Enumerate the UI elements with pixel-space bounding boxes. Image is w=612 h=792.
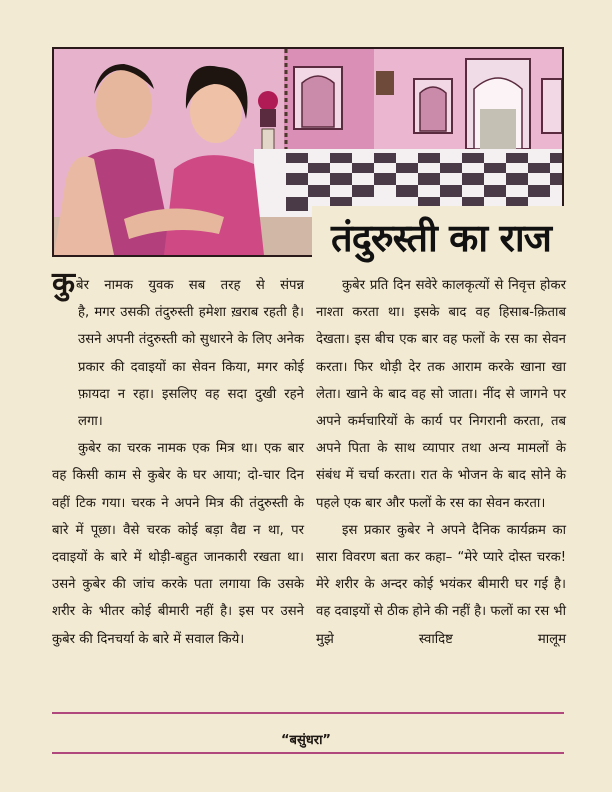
footer-rule-bottom xyxy=(52,752,564,754)
left-paragraph-2: कुबेर का चरक नामक एक मित्र था। एक बार वह किसी काम से कुबेर के घर आया; दो-चार दिन वहीं टिक गया। चरक ने अपने मित्र की तंदुरुस्ती के बारे में पूछा। वैसे चरक कोई बड़ा वैद्य न था, पर दवाइयों के बारे में थोड़ी-बहुत जानकारी रखता था। उसने कुबेर की जांच करके पता लगाया कि उसके शरीर के भीतर कोई बीमारी नहीं है। इस पर उसने कुबेर की दिनचर्या के बारे में सवाल किये। xyxy=(52,441,304,647)
left-paragraph-1-line1: बेर नामक युवक सब तरह से संपन्न xyxy=(76,278,304,293)
drop-cap: कु xyxy=(52,266,76,301)
left-column xyxy=(52,266,304,653)
footer-rule-top xyxy=(52,712,564,714)
story-title: तंदुरुस्ती का राज xyxy=(331,216,551,260)
right-column xyxy=(316,272,566,653)
title-box xyxy=(312,206,570,268)
right-paragraph-2: इस प्रकार कुबेर ने अपने दैनिक कार्यक्रम का सारा विवरण बता कर कहा– “मेरे प्यारे दोस्त चरक! मेरे शरीर के अन्दर कोई भयंकर बीमारी घर गई है। वह दवाइयों से ठीक होने की नहीं है। फलों का रस भी मुझे स्वादिष्ट मालूम xyxy=(316,522,566,647)
left-paragraph-1 xyxy=(52,266,304,301)
right-paragraph-1: कुबेर प्रति दिन सवेरे कालकृत्यों से निवृत्त होकर नाश्ता करता था। इसके बाद वह हिसाब-क़िताब देखता। इस बीच एक बार वह फलों के रस का सेवन करता। फिर थोड़ी देर तक आराम करके खाना खा लेता। खाने के बाद वह सो जाता। नींद से जागने पर अपने कर्मचारियों के कार्य पर निगरानी करता, तब अपने पिता के साथ व्यापार तथा अन्य मामलों के संबंध में चर्चा करता। रात के भोजन के बाद सोने के पहले एक बार और फलों के रस का सेवन करता। xyxy=(316,278,566,511)
left-paragraph-1-rest: है, मगर उसकी तंदुरुस्ती हमेशा ख़राब रहती है। उसने अपनी तंदुरुस्ती को सुधारने के लिए अनेक प्रकार की दवाइयों का सेवन किया, मगर कोई फ़ायदा न रहा। इसलिए वह सदा दुखी रहने लगा। xyxy=(78,305,304,430)
footer-magazine-name: “बसुंधरा” xyxy=(281,733,331,748)
